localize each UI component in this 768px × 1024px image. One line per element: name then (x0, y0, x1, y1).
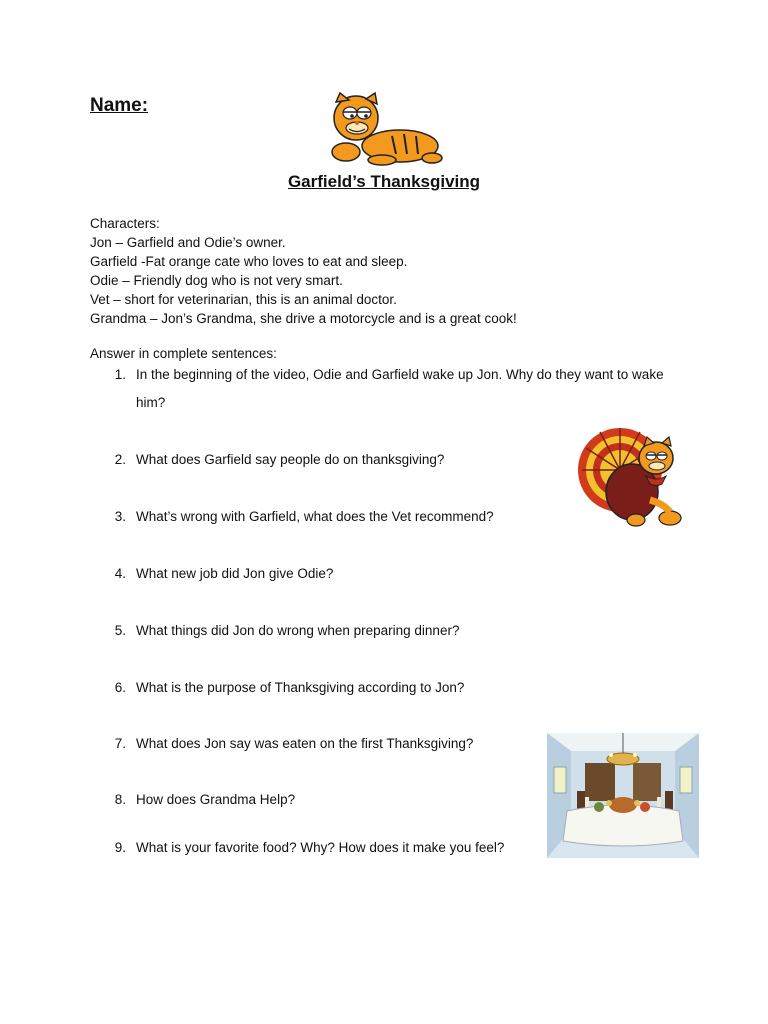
question-text: How does Grandma Help? (136, 792, 296, 807)
question-text: What things did Jon do wrong when preparing dinner? (136, 623, 460, 638)
question-text: What is your favorite food? Why? How does it make you feel? (136, 840, 505, 855)
question-number: 1. (114, 367, 126, 382)
question-number: 3. (114, 509, 126, 524)
name-label: Name: (90, 95, 149, 116)
page-title: Garfield’s Thanksgiving (287, 172, 481, 191)
character-line: Jon – Garfield and Odie’s owner. (90, 235, 286, 250)
character-line: Grandma – Jon’s Grandma, she drive a motorcycle and is a great cook! (90, 311, 517, 326)
question-text: What’s wrong with Garfield, what does the Vet recommend? (136, 509, 494, 524)
question-number: 6. (114, 680, 126, 695)
character-line: Vet – short for veterinarian, this is an animal doctor. (90, 292, 397, 307)
question-number: 4. (114, 566, 126, 581)
characters-section (90, 214, 517, 328)
question-number: 8. (114, 792, 126, 807)
question-number: 5. (114, 623, 126, 638)
character-line: Garfield -Fat orange cate who loves to eat and sleep. (90, 254, 408, 269)
garfield-lying-icon (322, 92, 444, 168)
question-text: What is the purpose of Thanksgiving according to Jon? (136, 680, 465, 695)
question-text: In the beginning of the video, Odie and Garfield wake up Jon. Why do they want to wake him? (136, 367, 664, 410)
question-number: 7. (114, 736, 126, 751)
question-number: 9. (114, 840, 126, 855)
question-text: What new job did Jon give Odie? (136, 566, 334, 581)
question-text: What does Garfield say people do on thanksgiving? (136, 452, 445, 467)
dinner-table-icon (547, 733, 699, 858)
characters-heading: Characters: (90, 216, 160, 231)
garfield-turkey-icon (576, 418, 688, 534)
question-text: What does Jon say was eaten on the first Thanksgiving? (136, 736, 474, 751)
question-number: 2. (114, 452, 126, 467)
character-line: Odie – Friendly dog who is not very smart. (90, 273, 343, 288)
instructions: Answer in complete sentences: (90, 346, 277, 361)
